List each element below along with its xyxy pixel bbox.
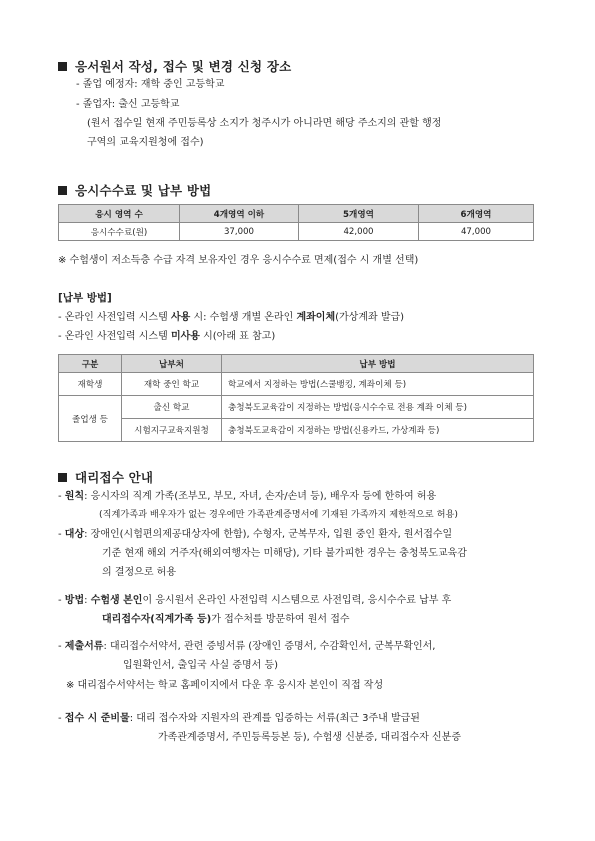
table-header-cell: 6개영역	[419, 205, 534, 223]
table-cell: 졸업생 등	[59, 396, 122, 442]
table-cell: 시험지구교육지원청	[122, 419, 222, 442]
table-cell: 47,000	[419, 223, 534, 241]
text-span: : 대리 접수자와 지원자의 관계를 입증하는 서류(최근 3주내 발급된	[129, 713, 420, 724]
table-header-cell: 5개영역	[299, 205, 419, 223]
documents-line-2: 입원확인서, 출입국 사실 증명서 등)	[123, 660, 279, 671]
table-cell: 충청북도교육감이 지정하는 방법(응시수수료 전용 계좌 이체 등)	[222, 396, 534, 419]
table-cell: 재학 중인 학교	[122, 373, 222, 396]
text-span: (가상계좌 발급)	[335, 312, 405, 323]
payment-table	[58, 354, 534, 442]
text-span: :	[84, 595, 91, 606]
text-span: 이 응시원서 온라인 사전입력 시스템으로 사전입력, 응시수수료 납부 후	[142, 595, 452, 606]
table-header-row	[59, 355, 534, 373]
target-line: - 대상: 장애인(시험편의제공대상자에 한함), 수형자, 군복무자, 입원 중인 환자, 원서접수일	[58, 529, 453, 540]
emphasis-text: 대리접수자(직계가족 등)	[102, 614, 212, 625]
emphasis-text: 원칙	[64, 491, 85, 502]
text-span: 시: 수험생 개별 온라인	[190, 312, 297, 323]
text-span: - 온라인 사전입력 시스템	[58, 312, 171, 323]
square-bullet-icon	[58, 473, 67, 482]
exemption-note: ※ 수험생이 저소득층 수급 자격 보유자인 경우 응시수수료 면제(접수 시 개별 선택)	[58, 255, 419, 266]
target-line-2: 기준 현재 해외 거주자(해외여행자는 미해당), 기타 불가피한 경우는 충청북도교육감	[102, 548, 467, 559]
table-cell: 42,000	[299, 223, 419, 241]
table-row	[59, 373, 534, 396]
section-title: 응서원서 작성, 접수 및 변경 신청 장소	[75, 59, 292, 74]
table-cell: 37,000	[180, 223, 299, 241]
section-title: 대리접수 안내	[75, 470, 154, 485]
table-cell: 재학생	[59, 373, 122, 396]
table-header-row	[59, 205, 534, 223]
emphasis-text: 제출서류	[64, 641, 104, 652]
text-span: - 온라인 사전입력 시스템	[58, 331, 171, 342]
method-line-2	[102, 613, 350, 627]
table-header-cell: 응시 영역 수	[59, 205, 180, 223]
principle-line: - 원칙: 응시자의 직계 가족(조부모, 부모, 자녀, 손자/손녀 등), 배우자 등에 한하여 허용	[58, 491, 437, 502]
emphasis-text: 미사용	[170, 331, 200, 342]
list-item: - 졸업자: 출신 고등학교	[76, 99, 180, 110]
table-cell: 출신 학교	[122, 396, 222, 419]
table-row	[59, 419, 534, 442]
text-span: 시(아래 표 참고)	[199, 331, 276, 342]
text-span: : 응시자의 직계 가족(조부모, 부모, 자녀, 손자/손녀 등), 배우자 등에 한하여 허용	[84, 491, 437, 502]
table-row	[59, 223, 534, 241]
principle-note: (직계가족과 배우자가 없는 경우에만 가족관계증명서에 기재된 가족까지 제한적으로 허용)	[99, 509, 458, 520]
target-line-3: 의 결정으로 허용	[102, 567, 176, 578]
table-row	[59, 396, 534, 419]
prepare-line: - 접수 시 준비물: 대리 접수자와 지원자의 관계를 입증하는 서류(최근 3주내 발급된	[58, 713, 420, 724]
section-heading-application-place	[58, 57, 291, 75]
section-heading-proxy	[58, 468, 153, 486]
prepare-line-2: 가족관계증명서, 주민등록등본 등), 수험생 신분증, 대리접수자 신분증	[158, 732, 461, 743]
payment-line-offline	[58, 330, 275, 344]
section-heading-fee	[58, 181, 211, 199]
documents-note: ※ 대리접수서약서는 학교 홈페이지에서 다운 후 응시자 본인이 직접 작성	[66, 680, 384, 691]
emphasis-text: 방법	[64, 595, 85, 606]
square-bullet-icon	[58, 186, 67, 195]
emphasis-text: 대상	[64, 529, 85, 540]
text-span: 가 접수처를 방문하여 원서 접수	[211, 614, 350, 625]
note-line: 구역의 교육지원청에 접수)	[87, 137, 204, 148]
documents-line: - 제출서류: 대리접수서약서, 관련 증빙서류 (장애인 증명서, 수감확인서, 군복무확인서,	[58, 641, 436, 652]
table-cell: 충청북도교육감이 지정하는 방법(신용카드, 가상계좌 등)	[222, 419, 534, 442]
table-header-cell: 납부 방법	[222, 355, 534, 373]
square-bullet-icon	[58, 62, 67, 71]
text-span: : 대리접수서약서, 관련 증빙서류 (장애인 증명서, 수감확인서, 군복무확인서,	[103, 641, 436, 652]
table-header-cell: 구분	[59, 355, 122, 373]
payment-line-online	[58, 311, 404, 325]
table-header-cell: 4개영역 이하	[180, 205, 299, 223]
payment-method-title: [납부 방법]	[58, 292, 112, 304]
emphasis-text: 사용	[170, 312, 191, 323]
emphasis-text: 수험생 본인	[90, 595, 143, 606]
section-title: 응시수수료 및 납부 방법	[75, 183, 212, 198]
list-item: - 졸업 예정자: 재학 중인 고등학교	[76, 79, 225, 90]
table-header-cell: 납부처	[122, 355, 222, 373]
table-cell: 학교에서 지정하는 방법(스쿨뱅킹, 계좌이체 등)	[222, 373, 534, 396]
method-line: - 방법: 수험생 본인이 응시원서 온라인 사전입력 시스템으로 사전입력, 응시수수료 납부 후	[58, 595, 452, 606]
text-span: : 장애인(시험편의제공대상자에 한함), 수형자, 군복무자, 입원 중인 환자, 원서접수일	[84, 529, 453, 540]
fee-table	[58, 204, 534, 241]
note-line: (원서 접수일 현재 주민등록상 소지가 청주시가 아니라면 해당 주소지의 관할 행정	[87, 118, 442, 129]
emphasis-text: 접수 시 준비물	[64, 713, 130, 724]
emphasis-text: 계좌이체	[296, 312, 336, 323]
table-cell: 응시수수료(원)	[59, 223, 180, 241]
